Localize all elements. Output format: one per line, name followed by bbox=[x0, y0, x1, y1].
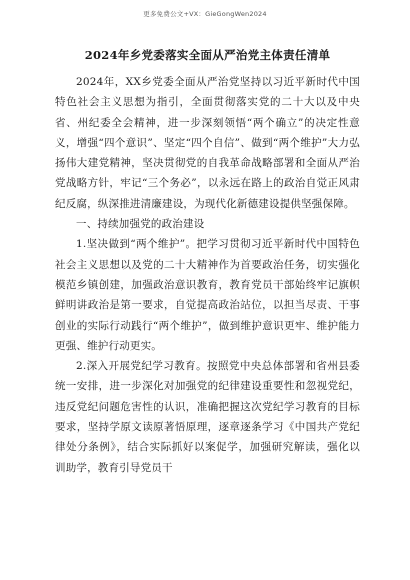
document-title: 2024年乡党委落实全面从严治党主体责任清单 bbox=[84, 48, 331, 62]
document-body bbox=[55, 48, 360, 478]
header-watermark: 更多免费公文+VX：GieGongWen2024 bbox=[143, 10, 267, 18]
item-paragraph-1: 1.坚决做到“两个维护”。把学习贯彻习近平新时代中国特色社会主义思想以及党的二十大精神作为首要政治任务，切实强化模范乡镇创建，加强政治意识教育，教育党员干部始终牢记旗帜鲜明讲政治是第一要求，自觉提高政治站位，以担当尽责、干事创业的实际行动践行“两个维护”，做到维护意识更牢、维护能力更强、维护行动更实。 bbox=[55, 238, 360, 352]
intro-paragraph: 2024年，XX乡党委全面从严治党坚持以习近平新时代中国特色社会主义思想为指引，全面贯彻落实党的二十大以及中央省、州纪委全会精神，进一步深刻领悟“两个确立”的决定性意义，增强“四个意识”、坚定“四个自信”、做到“两个维护”大力弘扬伟大建党精神，坚决贯彻党的自我革命战略部署和全面从严治党战略方针，牢记“三个务必”，以永远在路上的政治自觉正风肃纪反腐，纵深推进清廉建设，为现代化新德建设提供坚强保障。 bbox=[55, 76, 360, 210]
section-heading-political: 一、持续加强党的政治建设 bbox=[76, 218, 205, 231]
item-paragraph-2: 2.深入开展党纪学习教育。按照党中央总体部署和省州县委统一安排，进一步深化对加强党的纪律建设重要性和忽视党纪，违反党纪问题危害性的认识，准确把握这次党纪学习教育的目标要求，坚持学原文读原著悟原理，逐章逐条学习《中国共产党纪律处分条例》，结合实际抓好以案促学，加强研究解读，强化以训助学，教育引导党员干 bbox=[55, 360, 360, 474]
